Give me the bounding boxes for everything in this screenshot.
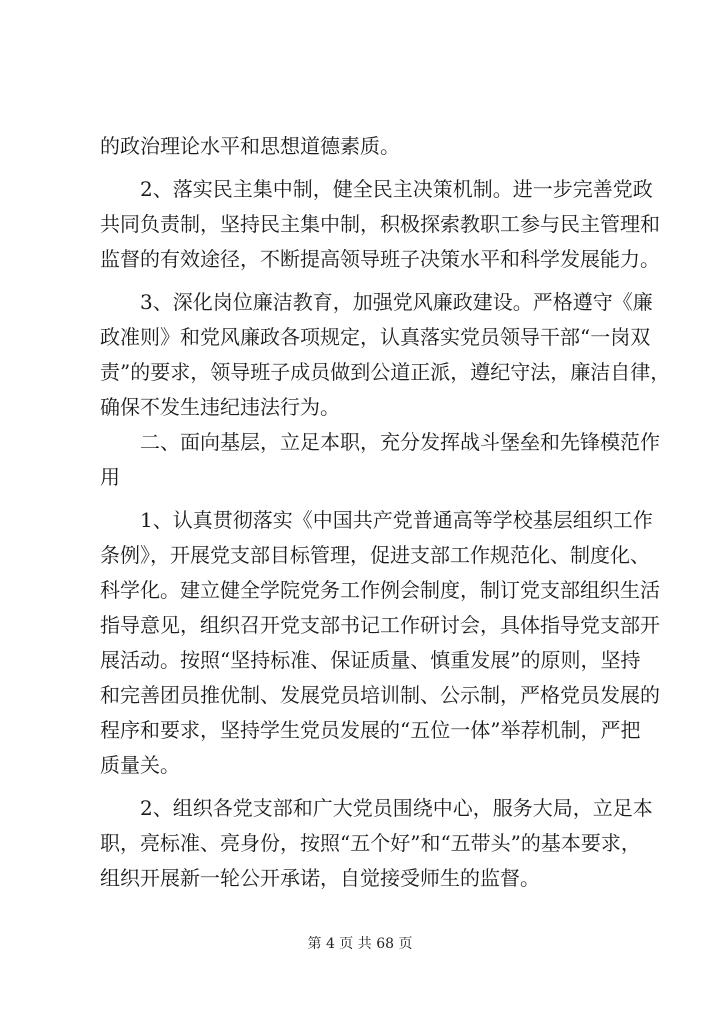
- text-line-4: 监督的有效途径，不断提高领导班子决策水平和科学发展能力。: [100, 247, 660, 271]
- section-heading: 二、面向基层，立足本职，充分发挥战斗堡垒和先锋模范作: [140, 430, 660, 454]
- text-line-17: 程序和要求，坚持学生党员发展的“五位一体”举荐机制，严把: [100, 718, 641, 742]
- text-line-11: 1、认真贯彻落实《中国共产党普通高等学校基层组织工作: [140, 508, 653, 532]
- text-line-7: 责”的要求，领导班子成员做到公道正派，遵纪守法，廉洁自律，: [100, 360, 671, 384]
- text-line-12: 条例》，开展党支部目标管理，促进支部工作规范化、制度化、: [100, 543, 650, 567]
- text-line-3: 共同负责制，坚持民主集中制，积极探索教职工参与民主管理和: [100, 212, 660, 236]
- page-number-footer: 第 4 页 共 68 页: [307, 936, 413, 952]
- text-line-15: 展活动。按照“坚持标准、保证质量、慎重发展”的原则，坚持: [100, 648, 641, 672]
- text-line-1: 的政治理论水平和思想道德素质。: [100, 134, 400, 158]
- text-line-18: 质量关。: [100, 753, 180, 777]
- text-line-5: 3、深化岗位廉洁教育，加强党风廉政建设。严格遵守《廉: [140, 290, 653, 314]
- text-line-14: 指导意见，组织召开党支部书记工作研讨会，具体指导党支部开: [100, 613, 660, 637]
- text-line-19: 2、组织各党支部和广大党员围绕中心，服务大局，立足本: [140, 796, 653, 820]
- text-line-8: 确保不发生违纪违法行为。: [100, 395, 340, 419]
- text-line-20: 职，亮标准、亮身份，按照“五个好”和“五带头”的基本要求，: [100, 831, 641, 855]
- text-line-16: 和完善团员推优制、发展党员培训制、公示制，严格党员发展的: [100, 683, 660, 707]
- text-line-2: 2、落实民主集中制，健全民主决策机制。进一步完善党政: [140, 177, 653, 201]
- text-line-6: 政准则》和党风廉政各项规定，认真落实党员领导干部“一岗双: [100, 325, 651, 349]
- text-line-21: 组织开展新一轮公开承诺，自觉接受师生的监督。: [100, 866, 540, 890]
- text-line-13: 科学化。建立健全学院党务工作例会制度，制订党支部组织生活: [100, 578, 660, 602]
- section-heading-continued: 用: [100, 465, 120, 489]
